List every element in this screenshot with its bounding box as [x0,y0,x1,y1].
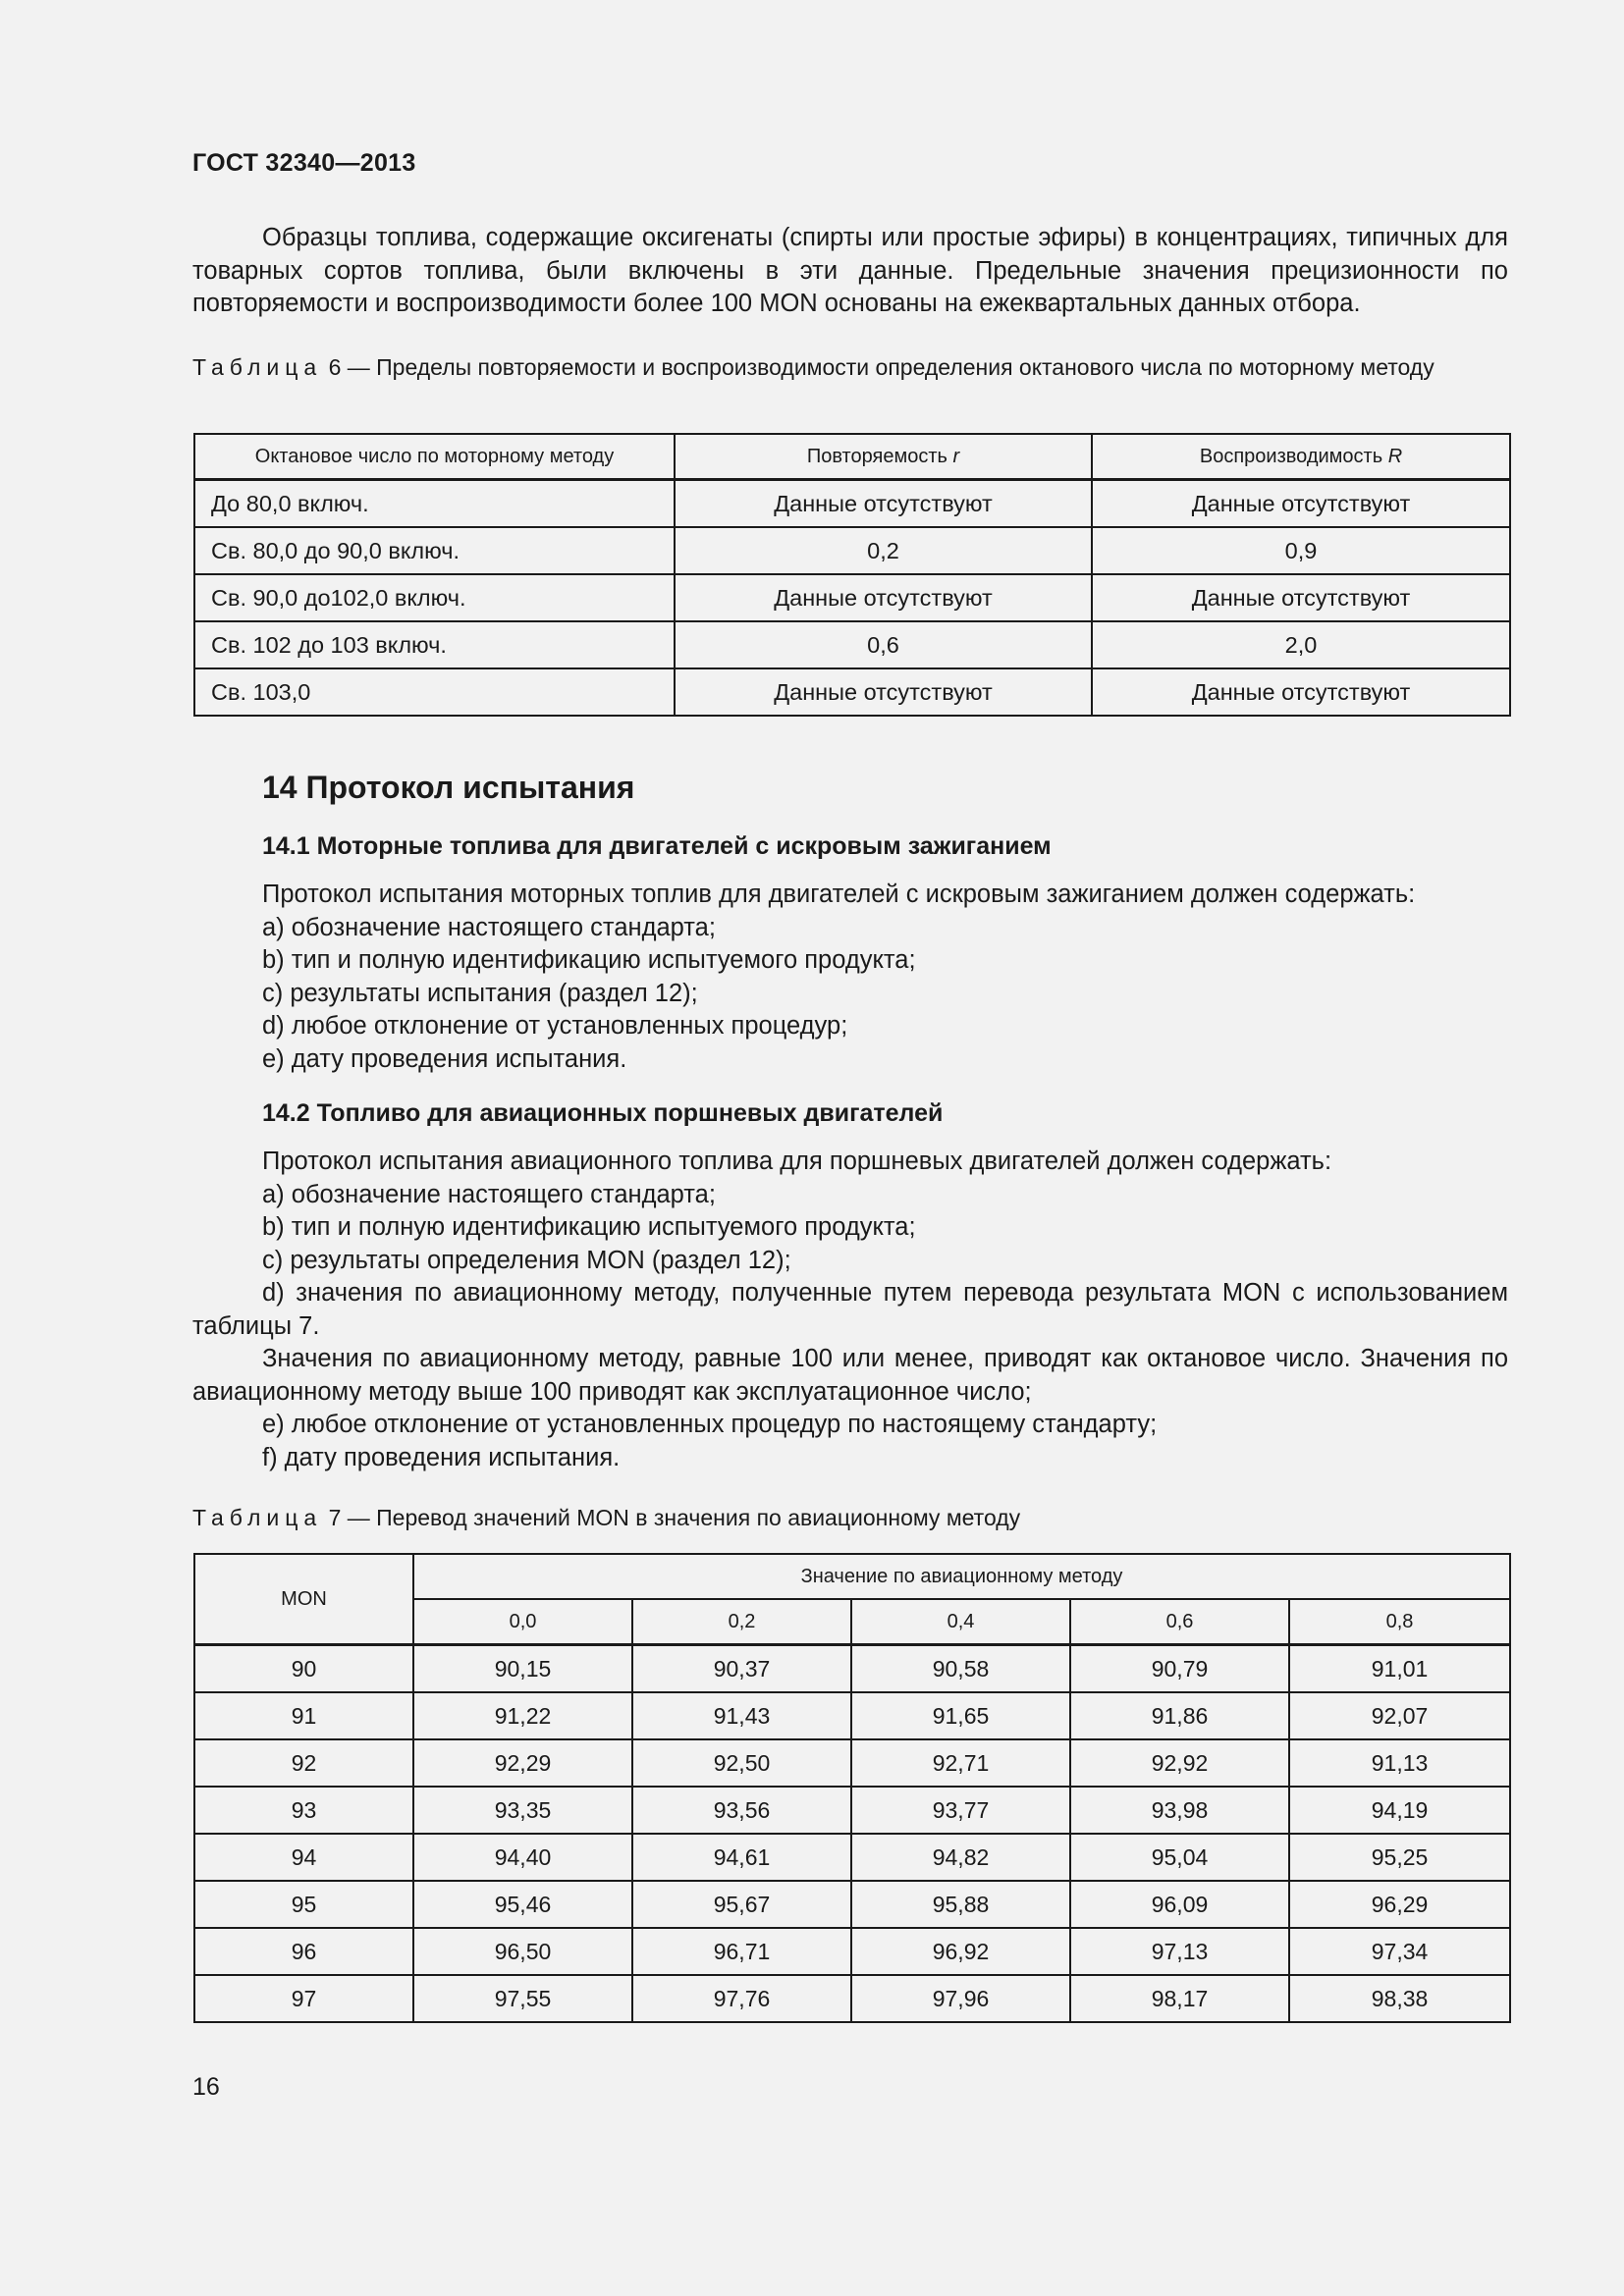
table-cell: Св. 80,0 до 90,0 включ. [194,527,675,574]
table-cell: 93 [194,1787,413,1834]
section-14-2-line: f) дату проведения испытания. [262,1443,621,1471]
table-cell: Данные отсутствуют [1092,574,1510,621]
table-row [194,621,1510,668]
table-row [194,1928,1510,1975]
section-14-2-title: 14.2 Топливо для авиационных поршневых двигателей [262,1099,944,1127]
table-cell: Св. 103,0 [194,668,675,716]
table-row [194,480,1510,528]
table-row [194,1881,1510,1928]
table-cell: 96 [194,1928,413,1975]
table-cell: 94,61 [632,1834,851,1881]
table7-header-group: Значение по авиационному методу [413,1554,1510,1599]
section-14-2-item-d: d) значения по авиационному методу, полученные путем перевода результата MON с использованием таблицы 7. [192,1279,1508,1340]
table-cell: 94,40 [413,1834,632,1881]
section-14-2-tail [262,1409,1157,1474]
table-cell: 93,35 [413,1787,632,1834]
table-row [194,1975,1510,2022]
table-cell: 91,43 [632,1692,851,1739]
section-14-2-line: b) тип и полную идентификацию испытуемого продукта; [262,1213,916,1241]
table6-header-reproducibility: Воспроизводимость R [1092,434,1510,480]
table-cell: 98,17 [1070,1975,1289,2022]
table-cell: 90 [194,1645,413,1693]
table-cell: 97 [194,1975,413,2022]
table-cell: 97,55 [413,1975,632,2022]
table-cell: 92,07 [1289,1692,1510,1739]
table-cell: 97,13 [1070,1928,1289,1975]
document-header: ГОСТ 32340—2013 [192,149,416,177]
section-14-1-line: d) любое отклонение от установленных процедур; [262,1012,848,1040]
table-cell: 91,22 [413,1692,632,1739]
table-cell: Св. 90,0 до102,0 включ. [194,574,675,621]
table-cell: 95,25 [1289,1834,1510,1881]
table6-header-repeatability: Повторяемость r [675,434,1092,480]
table-cell: 93,77 [851,1787,1070,1834]
table-cell: 96,71 [632,1928,851,1975]
table-cell: 93,56 [632,1787,851,1834]
table7-subheader: 0,0 [413,1599,632,1645]
table7-header-mon: MON [194,1554,413,1645]
section-14-1-line: c) результаты испытания (раздел 12); [262,979,698,1007]
table7-header-row [194,1554,1510,1599]
table-cell: 90,79 [1070,1645,1289,1693]
table7-caption-label: Таблица [192,1505,323,1530]
table-cell: 94,82 [851,1834,1070,1881]
table-cell: 92,71 [851,1739,1070,1787]
section-14-1-title: 14.1 Моторные топлива для двигателей с искровым зажиганием [262,832,1052,860]
table-6 [193,433,1511,717]
table-cell: 92 [194,1739,413,1787]
table-cell: 95,04 [1070,1834,1289,1881]
table-cell: Данные отсутствуют [675,668,1092,716]
table-cell: 92,50 [632,1739,851,1787]
table-cell: 96,09 [1070,1881,1289,1928]
table6-caption-label: Таблица [192,354,323,380]
page-number: 16 [192,2073,220,2101]
table7-subheader: 0,6 [1070,1599,1289,1645]
table7-subheader: 0,8 [1289,1599,1510,1645]
table-cell: 92,29 [413,1739,632,1787]
table-cell: 92,92 [1070,1739,1289,1787]
table-cell: 95,46 [413,1881,632,1928]
table-cell: 97,76 [632,1975,851,2022]
table-row [194,574,1510,621]
table6-header-row [194,434,1510,480]
table-cell: 96,92 [851,1928,1070,1975]
table-cell: 96,50 [413,1928,632,1975]
table-cell: 0,6 [675,621,1092,668]
table-cell: 91,01 [1289,1645,1510,1693]
table7-subheader: 0,2 [632,1599,851,1645]
intro-paragraph: Образцы топлива, содержащие оксигенаты (спирты или простые эфиры) в концентрациях, типичных для товарных сортов топлива, были включены в эти данные. Предельные значения прецизионности по повторяемости и воспроизводимости более 100 MON основаны на ежеквартальных данных отбора. [192,224,1508,317]
section-14-1-list [262,879,1415,1076]
table-cell: 96,29 [1289,1881,1510,1928]
table-cell: 97,34 [1289,1928,1510,1975]
table-row [194,1787,1510,1834]
table-cell: 91,65 [851,1692,1070,1739]
table-cell: 91,86 [1070,1692,1289,1739]
table-row [194,668,1510,716]
table-cell: 90,15 [413,1645,632,1693]
table-cell: 93,98 [1070,1787,1289,1834]
table-cell: Данные отсутствуют [675,574,1092,621]
table-cell: 2,0 [1092,621,1510,668]
table7-caption-text: 7 — Перевод значений MON в значения по авиационному методу [328,1505,1021,1530]
table-cell: 98,38 [1289,1975,1510,2022]
table-cell: 90,37 [632,1645,851,1693]
table-cell: 94,19 [1289,1787,1510,1834]
section-14-1-line: a) обозначение настоящего стандарта; [262,913,716,941]
section-14-1-line: Протокол испытания моторных топлив для двигателей с искровым зажиганием должен содержать: [262,881,1416,908]
section-14-2-line: e) любое отклонение от установленных процедур по настоящему стандарту; [262,1411,1158,1438]
table-cell: 91 [194,1692,413,1739]
section-14-title: 14 Протокол испытания [262,770,635,805]
section-14-2-list [262,1146,1331,1277]
table6-header-octane: Октановое число по моторному методу [194,434,675,480]
table-row [194,1834,1510,1881]
table-cell: 95,67 [632,1881,851,1928]
table-cell: Данные отсутствуют [1092,480,1510,528]
section-14-1-line: e) дату проведения испытания. [262,1044,627,1073]
table6-caption-text: 6 — Пределы повторяемости и воспроизводимости определения октанового числа по моторному методу [328,354,1435,380]
section-14-2-line: c) результаты определения MON (раздел 12); [262,1246,791,1274]
table-cell: 95 [194,1881,413,1928]
table-row [194,1645,1510,1693]
table-cell: 91,13 [1289,1739,1510,1787]
table7-subheader: 0,4 [851,1599,1070,1645]
table-cell: Данные отсутствуют [1092,668,1510,716]
table-row [194,527,1510,574]
table-row [194,1739,1510,1787]
section-14-2-line: a) обозначение настоящего стандарта; [262,1180,716,1208]
table-cell: 0,9 [1092,527,1510,574]
table-cell: 90,58 [851,1645,1070,1693]
table-row [194,1692,1510,1739]
table-cell: 0,2 [675,527,1092,574]
table-cell: Данные отсутствуют [675,480,1092,528]
table-cell: 97,96 [851,1975,1070,2022]
table-7 [193,1553,1511,2023]
table-cell: До 80,0 включ. [194,480,675,528]
section-14-2-note: Значения по авиационному методу, равные 100 или менее, приводят как октановое число. Значения по авиационному методу выше 100 приводят как эксплуатационное число; [192,1345,1508,1406]
table-cell: 94 [194,1834,413,1881]
table7-caption [192,1503,1020,1533]
table-cell: Св. 102 до 103 включ. [194,621,675,668]
section-14-2-line: Протокол испытания авиационного топлива для поршневых двигателей должен содержать: [262,1148,1332,1175]
section-14-1-line: b) тип и полную идентификацию испытуемого продукта; [262,946,916,974]
table6-caption [192,352,1508,383]
table-cell: 95,88 [851,1881,1070,1928]
